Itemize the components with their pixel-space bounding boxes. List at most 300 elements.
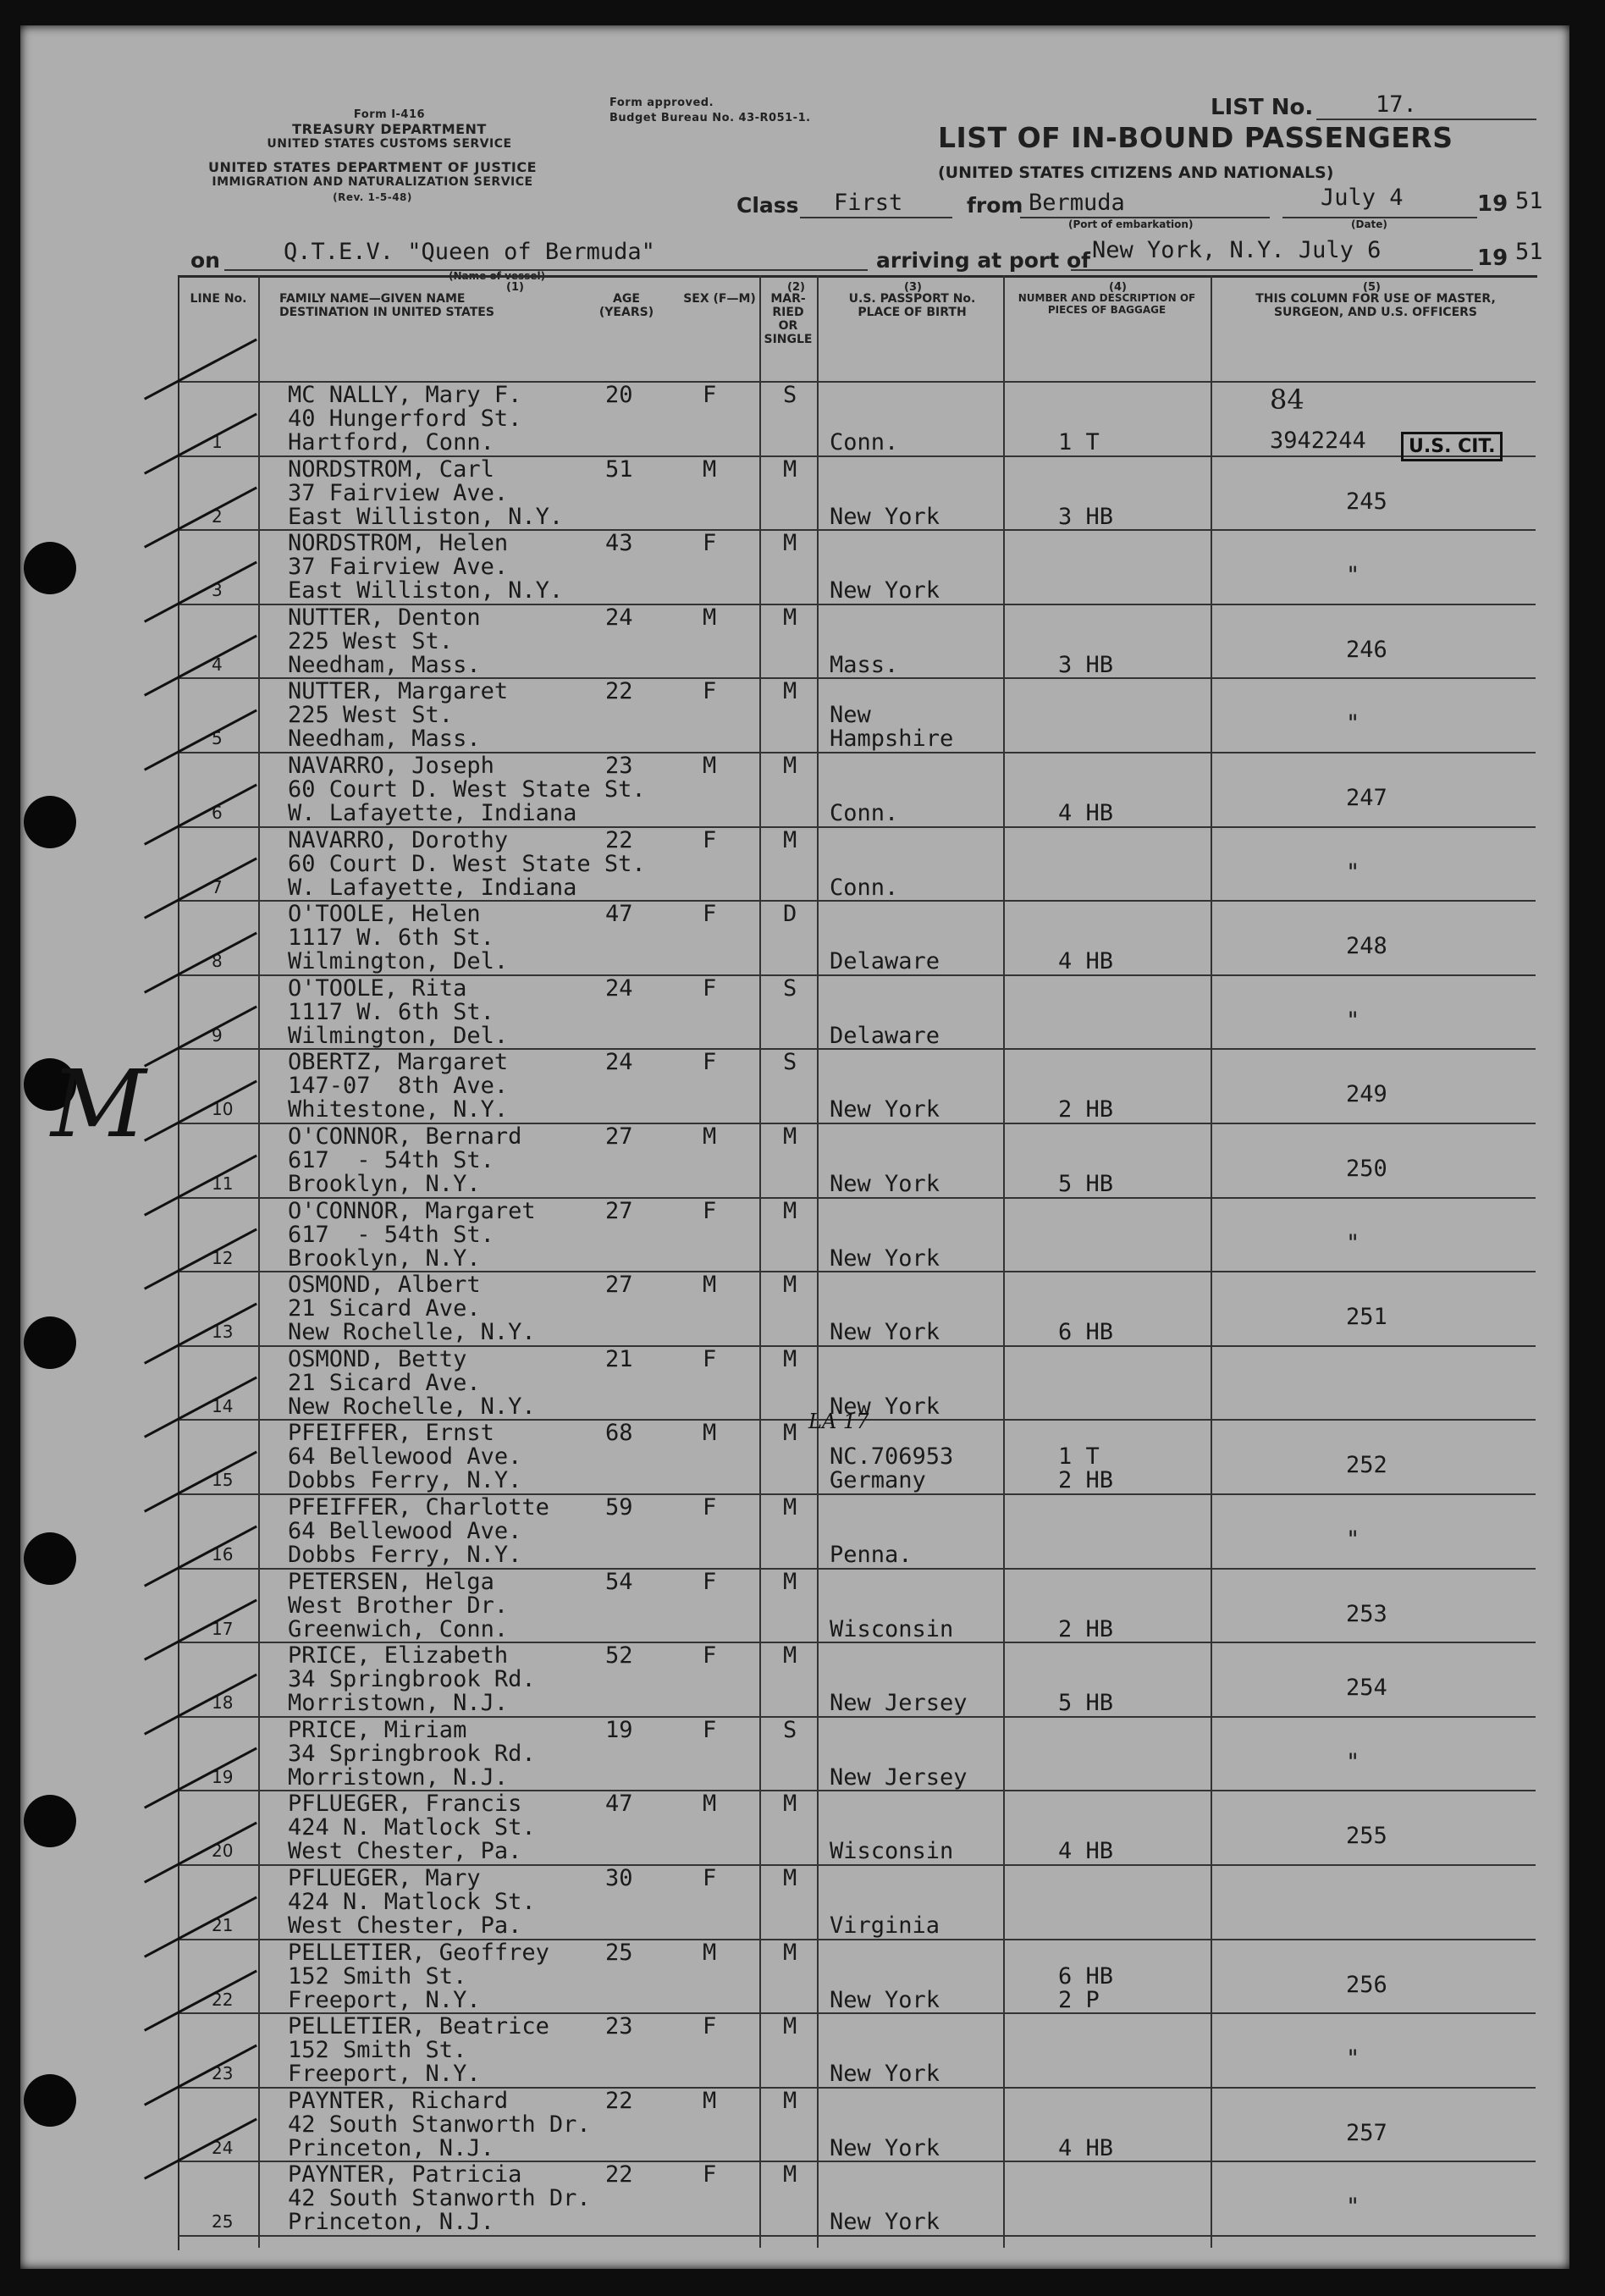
from-label: from: [967, 193, 1023, 218]
passenger-name: NAVARRO, Dorothy: [288, 826, 509, 853]
passenger-name: NUTTER, Denton: [288, 604, 481, 631]
marital-status: M: [783, 1345, 797, 1372]
officer-note: 248: [1346, 933, 1387, 960]
dept-customs: UNITED STATES CUSTOMS SERVICE: [267, 137, 512, 151]
baggage-value: 2 HB: [1058, 1467, 1114, 1494]
document-title: LIST OF IN-BOUND PASSENGERS: [938, 121, 1453, 154]
line-number: 16: [212, 1544, 234, 1565]
place-of-birth: New York: [830, 1171, 940, 1197]
table-row: [178, 604, 1536, 680]
table-row: [178, 381, 1536, 457]
line-number: 11: [212, 1173, 234, 1194]
address-city: Hartford, Conn.: [288, 429, 494, 455]
marital-status: S: [783, 382, 797, 408]
marital-status: M: [783, 1197, 797, 1224]
passenger-name: PAYNTER, Richard: [288, 2087, 509, 2114]
column-header-officers: THIS COLUMN FOR USE OF MASTER, SURGEON, AND U.S. OFFICERS: [1255, 292, 1496, 319]
line-number: 14: [212, 1395, 234, 1416]
age-value: 19: [605, 1716, 633, 1743]
age-value: 20: [605, 382, 633, 408]
dept-immigration: IMMIGRATION AND NATURALIZATION SERVICE: [212, 175, 533, 189]
line-number: 7: [212, 876, 223, 897]
address-city: Morristown, N.J.: [288, 1763, 509, 1791]
baggage-value: 4 HB: [1058, 2134, 1114, 2161]
line-number: 6: [212, 803, 223, 823]
marital-status: M: [783, 1865, 797, 1891]
address-city: Brooklyn, N.Y.: [288, 1245, 481, 1272]
passenger-name: MC NALLY, Mary F.: [288, 382, 522, 408]
age-value: 24: [605, 974, 633, 1002]
budget-bureau: Budget Bureau No. 43-R051-1.: [609, 112, 811, 124]
place-of-birth: Delaware: [830, 1022, 940, 1049]
line-number: 18: [212, 1692, 234, 1714]
passenger-name: PFLUEGER, Mary: [288, 1865, 481, 1891]
address-city: West Chester, Pa.: [288, 1838, 522, 1865]
passenger-name: PRICE, Elizabeth: [288, 1642, 509, 1670]
age-value: 21: [605, 1345, 633, 1372]
arrival-underline: [1071, 269, 1473, 271]
table-row: [178, 1493, 1536, 1570]
place-of-birth: New York: [830, 2209, 940, 2236]
address-city: Whitestone, N.Y.: [288, 1096, 509, 1123]
address-street: 40 Hungerford St.: [288, 406, 522, 432]
line-number: 20: [212, 1841, 234, 1862]
address-street: 21 Sicard Ave.: [288, 1295, 481, 1322]
sex-value: M: [703, 455, 717, 483]
list-no-underline: [1316, 119, 1536, 120]
line-number: 2: [212, 505, 223, 527]
address-city: East Williston, N.Y.: [288, 503, 564, 530]
marital-status: S: [783, 1716, 797, 1743]
from-value: Bermuda: [1029, 190, 1125, 216]
officer-note: 257: [1346, 2119, 1387, 2146]
baggage-value: 1 T: [1058, 429, 1100, 455]
officer-note: 249: [1346, 1081, 1387, 1108]
table-row: [178, 1864, 1536, 1940]
passenger-name: O'TOOLE, Rita: [288, 974, 467, 1002]
sex-value: F: [703, 1494, 717, 1521]
place-of-birth: Penna.: [830, 1542, 913, 1568]
marital-status: S: [783, 974, 797, 1002]
age-value: 27: [605, 1197, 633, 1224]
table-row: [178, 1642, 1536, 1718]
place-of-birth: New York: [830, 1319, 940, 1346]
marital-status: D: [783, 901, 797, 928]
officer-note: 245: [1346, 488, 1387, 515]
year2-prefix: 19: [1477, 246, 1508, 271]
age-value: 22: [605, 2087, 633, 2114]
passenger-name: OSMOND, Albert: [288, 1272, 481, 1299]
marital-status: M: [783, 604, 797, 631]
address-city: Wilmington, Del.: [288, 1022, 509, 1049]
table-row: [178, 900, 1536, 976]
officer-note: ": [1346, 562, 1360, 589]
table-row: [178, 2161, 1536, 2237]
line-number: 12: [212, 1247, 234, 1268]
line-number: 13: [212, 1322, 234, 1343]
table-row: [178, 2087, 1536, 2163]
place-of-birth: New York: [830, 2134, 940, 2161]
marital-status: S: [783, 1049, 797, 1076]
sex-value: F: [703, 974, 717, 1002]
revision: (Rev. 1-5-48): [333, 191, 412, 203]
address-street: 60 Court D. West State St.: [288, 776, 646, 803]
address-street: 225 West St.: [288, 702, 454, 729]
table-row: [178, 1790, 1536, 1866]
address-city: Princeton, N.J.: [288, 2209, 494, 2236]
address-city: East Williston, N.Y.: [288, 577, 564, 604]
line-number: 23: [212, 2063, 234, 2084]
officer-note: ": [1346, 2194, 1360, 2221]
baggage-value: 3 HB: [1058, 503, 1114, 530]
line-number: 10: [212, 1099, 234, 1120]
table-row: [178, 677, 1536, 753]
column-header-sex: SEX (F—M): [683, 292, 756, 306]
table-row: [178, 1939, 1536, 2015]
address-city: Princeton, N.J.: [288, 2134, 494, 2161]
sex-value: M: [703, 1420, 717, 1447]
table-row: [178, 826, 1536, 902]
on-label: on: [190, 248, 220, 273]
age-value: 24: [605, 604, 633, 631]
address-city: Needham, Mass.: [288, 726, 481, 753]
arrival-port-date: New York, N.Y. July 6: [1092, 237, 1382, 263]
column-number-4: (4): [1109, 281, 1127, 294]
officer-note: ": [1346, 1748, 1360, 1775]
table-row: [178, 529, 1536, 605]
place-of-birth: Germany: [830, 1467, 926, 1494]
address-street: 42 South Stanworth Dr.: [288, 2185, 591, 2212]
address-street: 617 - 54th St.: [288, 1221, 494, 1248]
year1: 51: [1515, 188, 1543, 214]
line-number: 3: [212, 580, 223, 601]
table-row: [178, 455, 1536, 532]
officer-note: 255: [1346, 1823, 1387, 1850]
marital-status: M: [783, 455, 797, 483]
year2: 51: [1515, 239, 1543, 265]
sex-value: M: [703, 753, 717, 779]
list-no-value: 17.: [1376, 91, 1417, 118]
marital-status: M: [783, 1123, 797, 1150]
officer-note: 250: [1346, 1156, 1387, 1182]
place-of-birth: New York: [830, 1245, 940, 1272]
passenger-name: O'CONNOR, Margaret: [288, 1197, 536, 1224]
baggage-value: 5 HB: [1058, 1690, 1114, 1717]
dept-justice: UNITED STATES DEPARTMENT OF JUSTICE: [207, 159, 537, 175]
address-street: 424 N. Matlock St.: [288, 1889, 536, 1915]
address-street: 1117 W. 6th St.: [288, 998, 494, 1025]
line-number: 24: [212, 2137, 234, 2158]
passenger-name: PFLUEGER, Francis: [288, 1791, 522, 1818]
line-number: 22: [212, 1989, 234, 2010]
officer-note: ": [1346, 1229, 1360, 1256]
sex-value: M: [703, 1123, 717, 1150]
officer-note: 254: [1346, 1675, 1387, 1702]
officer-note: 251: [1346, 1304, 1387, 1331]
age-value: 54: [605, 1568, 633, 1595]
officer-note: ": [1346, 710, 1360, 737]
address-street: 152 Smith St.: [288, 1962, 467, 1990]
column-header-line: LINE No.: [190, 292, 247, 306]
marital-status: M: [783, 1568, 797, 1595]
punch-hole: [24, 1532, 76, 1585]
marital-status: M: [783, 1494, 797, 1521]
officer-note: 252: [1346, 1452, 1387, 1479]
address-street: 225 West St.: [288, 627, 454, 654]
column-number-5: (5): [1363, 281, 1381, 294]
officer-note: 3942244: [1270, 428, 1366, 454]
marital-status: M: [783, 1642, 797, 1670]
marital-status: M: [783, 1791, 797, 1818]
age-value: 25: [605, 1939, 633, 1966]
passenger-name: NAVARRO, Joseph: [288, 753, 494, 779]
dept-treasury: TREASURY DEPARTMENT: [292, 121, 487, 137]
baggage-value: 4 HB: [1058, 948, 1114, 975]
passenger-name: PAYNTER, Patricia: [288, 2161, 522, 2188]
place-of-birth: Virginia: [830, 1912, 940, 1939]
baggage-value: 3 HB: [1058, 651, 1114, 678]
year1-prefix: 19: [1477, 191, 1508, 217]
age-value: 22: [605, 826, 633, 853]
vessel-underline: [224, 269, 868, 271]
passenger-name: PFEIFFER, Charlotte: [288, 1494, 549, 1521]
table-row: [178, 1716, 1536, 1792]
port-embark-label: (Port of embarkation): [1068, 218, 1194, 230]
officer-note: ": [1346, 2045, 1360, 2072]
address-street: 60 Court D. West State St.: [288, 850, 646, 877]
address-street: 64 Bellewood Ave.: [288, 1443, 522, 1471]
us-citizen-stamp: U.S. CIT.: [1401, 432, 1503, 461]
age-value: 43: [605, 530, 633, 557]
sex-value: M: [703, 1791, 717, 1818]
line-number: 17: [212, 1618, 234, 1639]
margin-handwritten-mark: M: [51, 1050, 146, 1158]
marital-status: M: [783, 753, 797, 779]
baggage-top: 6 HB: [1058, 1962, 1114, 1990]
passenger-name: O'TOOLE, Helen: [288, 901, 481, 928]
address-street: West Brother Dr.: [288, 1592, 509, 1619]
address-city: New Rochelle, N.Y.: [288, 1319, 536, 1346]
address-street: 42 South Stanworth Dr.: [288, 2111, 591, 2138]
departure-date: July 4: [1321, 185, 1404, 211]
place-of-birth: New York: [830, 1986, 940, 2013]
age-value: 23: [605, 753, 633, 779]
place-of-birth: New York: [830, 1096, 940, 1123]
sex-value: F: [703, 678, 717, 705]
place-of-birth: New Jersey: [830, 1690, 968, 1717]
age-value: 30: [605, 1865, 633, 1891]
line-number: 21: [212, 1915, 234, 1935]
class-underline: [800, 217, 952, 218]
table-row: [178, 1271, 1536, 1347]
marital-status: M: [783, 826, 797, 853]
table-row: [178, 1197, 1536, 1273]
address-city: Dobbs Ferry, N.Y.: [288, 1542, 522, 1568]
date-label: (Date): [1351, 218, 1387, 230]
baggage-value: 6 HB: [1058, 1319, 1114, 1346]
line-number: 4: [212, 654, 223, 675]
passenger-name: NORDSTROM, Carl: [288, 455, 494, 483]
officer-note-top: 84: [1270, 384, 1304, 416]
address-city: W. Lafayette, Indiana: [288, 874, 577, 901]
line-number: 8: [212, 951, 223, 972]
officer-note: 253: [1346, 1600, 1387, 1627]
address-city: Freeport, N.Y.: [288, 1986, 481, 2013]
place-of-birth: New York: [830, 2061, 940, 2088]
line-number: 1: [212, 432, 223, 452]
sex-value: F: [703, 1716, 717, 1743]
place-of-birth: New Jersey: [830, 1763, 968, 1791]
place-of-birth: New York: [830, 503, 940, 530]
place-of-birth: Conn.: [830, 429, 899, 455]
column-number-3: (3): [904, 281, 922, 294]
place-of-birth: Conn.: [830, 800, 899, 826]
address-street: 1117 W. 6th St.: [288, 924, 494, 952]
address-city: Needham, Mass.: [288, 651, 481, 678]
line-number: 19: [212, 1766, 234, 1787]
age-value: 27: [605, 1272, 633, 1299]
address-city: Freeport, N.Y.: [288, 2061, 481, 2088]
age-value: 52: [605, 1642, 633, 1670]
address-city: Wilmington, Del.: [288, 948, 509, 975]
class-value: First: [834, 190, 903, 216]
age-value: 24: [605, 1049, 633, 1076]
address-street: 147-07 8th Ave.: [288, 1073, 509, 1100]
officer-note: ": [1346, 1526, 1360, 1553]
sex-value: F: [703, 826, 717, 853]
line-number: 9: [212, 1024, 223, 1046]
officer-note: ": [1346, 1007, 1360, 1034]
address-street: 64 Bellewood Ave.: [288, 1518, 522, 1544]
passport-or-birth-top: NC.706953: [830, 1443, 954, 1471]
table-row: [178, 1048, 1536, 1124]
passenger-name: PRICE, Miriam: [288, 1716, 467, 1743]
sex-value: M: [703, 1939, 717, 1966]
marital-status: M: [783, 678, 797, 705]
column-header-name: FAMILY NAME—GIVEN NAME DESTINATION IN UNITED STATES: [279, 292, 494, 319]
officer-note: 247: [1346, 785, 1387, 811]
address-city: Greenwich, Conn.: [288, 1615, 509, 1642]
passenger-name: PELLETIER, Beatrice: [288, 2013, 549, 2040]
table-row: [178, 1123, 1536, 1199]
marital-status: M: [783, 1420, 797, 1447]
marital-status: M: [783, 2161, 797, 2188]
line-number: 15: [212, 1470, 234, 1491]
officer-note: ": [1346, 858, 1360, 886]
sex-value: F: [703, 1642, 717, 1670]
vessel-label: (Name of vessel): [449, 270, 546, 282]
baggage-value: 2 HB: [1058, 1096, 1114, 1123]
age-value: 22: [605, 2161, 633, 2188]
sex-value: F: [703, 2161, 717, 2188]
address-city: Brooklyn, N.Y.: [288, 1171, 481, 1197]
line-number: 5: [212, 728, 223, 749]
marital-status: M: [783, 1272, 797, 1299]
place-of-birth: New York: [830, 577, 940, 604]
address-street: 21 Sicard Ave.: [288, 1369, 481, 1396]
age-value: 23: [605, 2013, 633, 2040]
vessel-name: Q.T.E.V. "Queen of Bermuda": [284, 239, 655, 265]
passenger-name: NUTTER, Margaret: [288, 678, 509, 705]
place-of-birth: Wisconsin: [830, 1615, 954, 1642]
place-of-birth: Mass.: [830, 651, 899, 678]
address-street: 37 Fairview Ave.: [288, 479, 509, 506]
sex-value: M: [703, 604, 717, 631]
column-header-married: MAR-RIED OR SINGLE: [764, 292, 813, 346]
marital-status: M: [783, 2013, 797, 2040]
address-city: New Rochelle, N.Y.: [288, 1393, 536, 1420]
address-city: Dobbs Ferry, N.Y.: [288, 1467, 522, 1494]
punch-hole: [24, 2074, 76, 2127]
sex-value: F: [703, 901, 717, 928]
place-of-birth: Conn.: [830, 874, 899, 901]
line-number: 25: [212, 2211, 234, 2233]
age-value: 47: [605, 1791, 633, 1818]
column-header-age: AGE (YEARS): [598, 292, 654, 319]
baggage-value: 5 HB: [1058, 1171, 1114, 1197]
address-street: 34 Springbrook Rd.: [288, 1740, 536, 1767]
column-number-2: (2): [787, 281, 805, 294]
passenger-name: PELLETIER, Geoffrey: [288, 1939, 549, 1966]
marital-status: M: [783, 530, 797, 557]
table-row: [178, 1568, 1536, 1644]
sex-value: M: [703, 2087, 717, 2114]
age-value: 22: [605, 678, 633, 705]
punch-hole: [24, 1316, 76, 1369]
passenger-name: O'CONNOR, Bernard: [288, 1123, 522, 1150]
column-number-1: (1): [506, 281, 524, 294]
marital-status: M: [783, 1939, 797, 1966]
address-street: 34 Springbrook Rd.: [288, 1666, 536, 1693]
age-value: 51: [605, 455, 633, 483]
column-header-passport: U.S. PASSPORT No. PLACE OF BIRTH: [848, 292, 976, 319]
sex-value: F: [703, 1865, 717, 1891]
officer-note: 256: [1346, 1971, 1387, 1998]
age-value: 27: [605, 1123, 633, 1150]
column-header-baggage: NUMBER AND DESCRIPTION OF PIECES OF BAGGAGE: [1018, 292, 1196, 316]
sex-value: F: [703, 1345, 717, 1372]
document-subtitle: (UNITED STATES CITIZENS AND NATIONALS): [938, 163, 1334, 182]
place-of-birth: New York: [830, 1393, 940, 1420]
baggage-value: 4 HB: [1058, 800, 1114, 826]
list-no-label: LIST No.: [1211, 95, 1314, 120]
passenger-name: PETERSEN, Helga: [288, 1568, 494, 1595]
sex-value: F: [703, 1197, 717, 1224]
age-value: 59: [605, 1494, 633, 1521]
passenger-name: OSMOND, Betty: [288, 1345, 467, 1372]
address-street: 152 Smith St.: [288, 2037, 467, 2064]
form-number: Form I-416: [353, 108, 426, 121]
passenger-name: NORDSTROM, Helen: [288, 530, 509, 557]
address-street: 424 N. Matlock St.: [288, 1814, 536, 1841]
address-city: West Chester, Pa.: [288, 1912, 522, 1939]
place-of-birth: Hampshire: [830, 726, 954, 753]
baggage-value: 2 P: [1058, 1986, 1100, 2013]
baggage-top: 1 T: [1058, 1443, 1100, 1471]
sex-value: F: [703, 1049, 717, 1076]
sex-value: M: [703, 1272, 717, 1299]
form-approved: Form approved.: [609, 97, 714, 109]
sex-value: F: [703, 382, 717, 408]
address-city: W. Lafayette, Indiana: [288, 800, 577, 826]
officer-note: 246: [1346, 636, 1387, 663]
sex-value: F: [703, 1568, 717, 1595]
punch-hole: [24, 796, 76, 848]
table-row: [178, 2012, 1536, 2089]
arriving-label: arriving at port of: [876, 248, 1090, 273]
address-street: 37 Fairview Ave.: [288, 554, 509, 581]
baggage-value: 2 HB: [1058, 1615, 1114, 1642]
